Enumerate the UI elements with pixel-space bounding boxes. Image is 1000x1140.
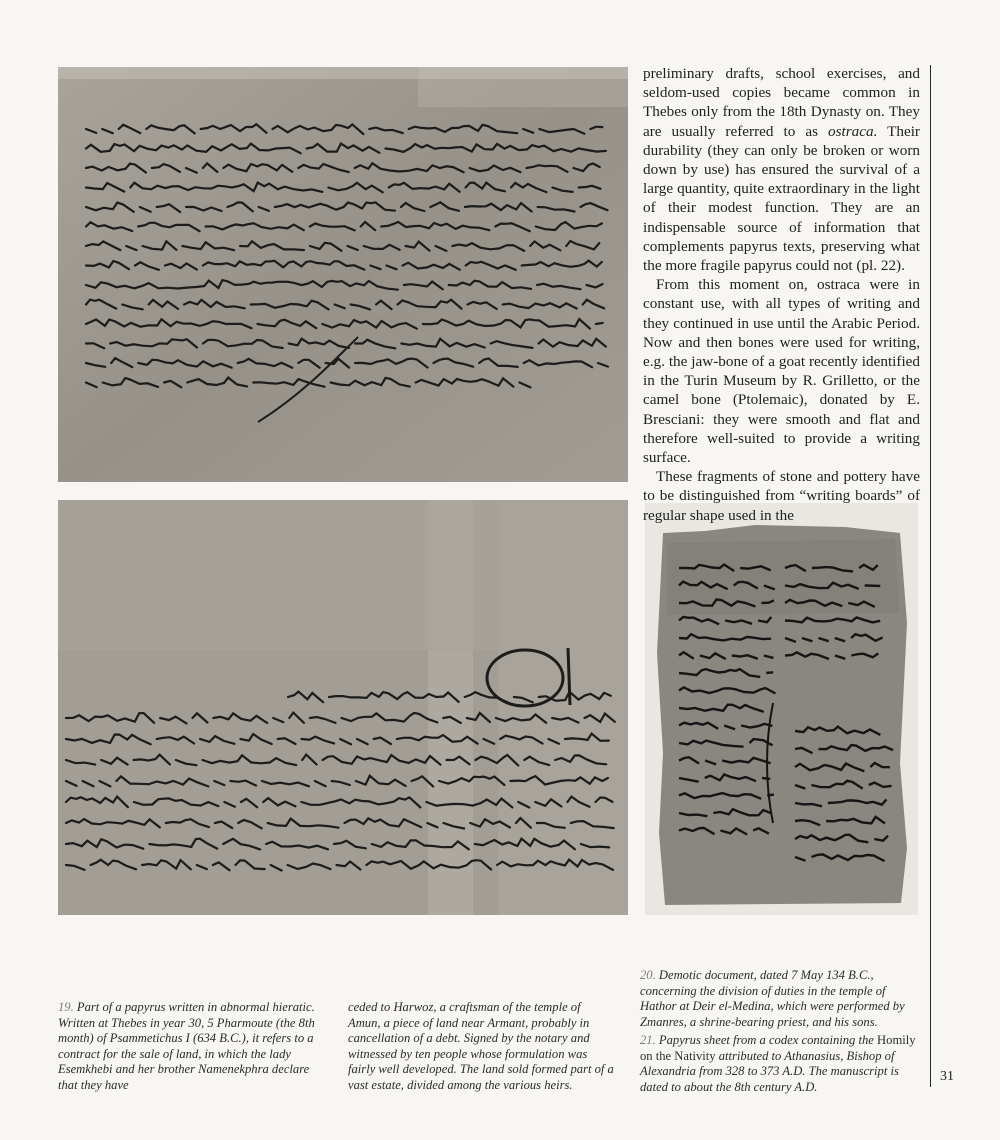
caption-21 <box>640 1033 922 1095</box>
caption-21-title: Homily on the Nativity <box>640 1033 916 1063</box>
body-paragraph-1-end: Their durability (they can only be broken or worn down by use) has ensured the survival of a large quantity, quite extraordinary in the light of their modest function. They are an indispensable source of information that complements papyrus texts, preserving what the more fragile papyrus could not (pl. 22). <box>643 122 920 275</box>
page-number: 31 <box>940 1069 954 1084</box>
caption-19-continued-text: ceded to Harwoz, a craftsman of the temple of Amun, a piece of land near Armant, probably in cancellation of a debt. Signed by the notary and witnessed by ten people whose formulation was fairly well developed. The land sold formed part of a vast estate, divided among the various heirs. <box>348 1000 614 1092</box>
body-paragraph-1 <box>643 64 920 275</box>
caption-20-number: 20. <box>640 968 656 982</box>
caption-19-text: Part of a papyrus written in abnormal hieratic. Written at Thebes in year 30, 5 Pharmoute (the 8th month) of Psammetichus I (634 B.C.), it refers to a contract for the sale of land, in which the lady Esemkhebi and her brother Namenekphra declare that they have <box>58 1000 315 1092</box>
caption-21-text-a: Papyrus sheet from a codex containing the <box>658 1033 874 1047</box>
body-paragraph-3: These fragments of stone and pottery have to be distinguished from “writing boards” of regular shape used in the <box>643 468 920 524</box>
caption-20-text: Demotic document, dated 7 May 134 B.C., concerning the division of duties in the temple of Hathor at Deir el-Medina, which were performed by Zmanres, a shrine-bearing priest, and his sons. <box>640 968 905 1029</box>
caption-19-continued <box>348 1000 616 1093</box>
body-text-column <box>643 64 920 525</box>
papyrus-photo-19-lower <box>58 500 628 915</box>
body-paragraph-1-start: preliminary drafts, school exercises, and seldom-used copies became common in Thebes only from the 18th Dynasty on. They are usually referred to as <box>643 65 920 140</box>
caption-21-number: 21. <box>640 1033 656 1047</box>
caption-20 <box>640 968 922 1030</box>
papyrus-photo-19-upper <box>58 67 628 482</box>
caption-19 <box>58 1000 326 1093</box>
body-paragraph-2: From this moment on, ostraca were in constant use, with all types of writing and they continued in use until the Arabic Period. Now and then bones were used for writing, e.g. the jaw-bone of a goat recently identified in the Turin Museum by R. Grilletto, or the camel bone (Ptolemaic), donated by E. Bresciani: they were smooth and flat and therefore well-suited to provide a writing surface. <box>643 276 920 467</box>
column-rule <box>930 65 931 1087</box>
codex-sheet-photo-21 <box>645 503 918 915</box>
caption-21-text-b: attributed to Athanasius, Bishop of Alexandria from 328 to 373 A.D. The manuscript is dated to about the 8th century A.D. <box>640 1048 899 1094</box>
ostraca-term: ostraca. <box>828 122 878 140</box>
caption-19-number: 19. <box>58 1000 74 1014</box>
